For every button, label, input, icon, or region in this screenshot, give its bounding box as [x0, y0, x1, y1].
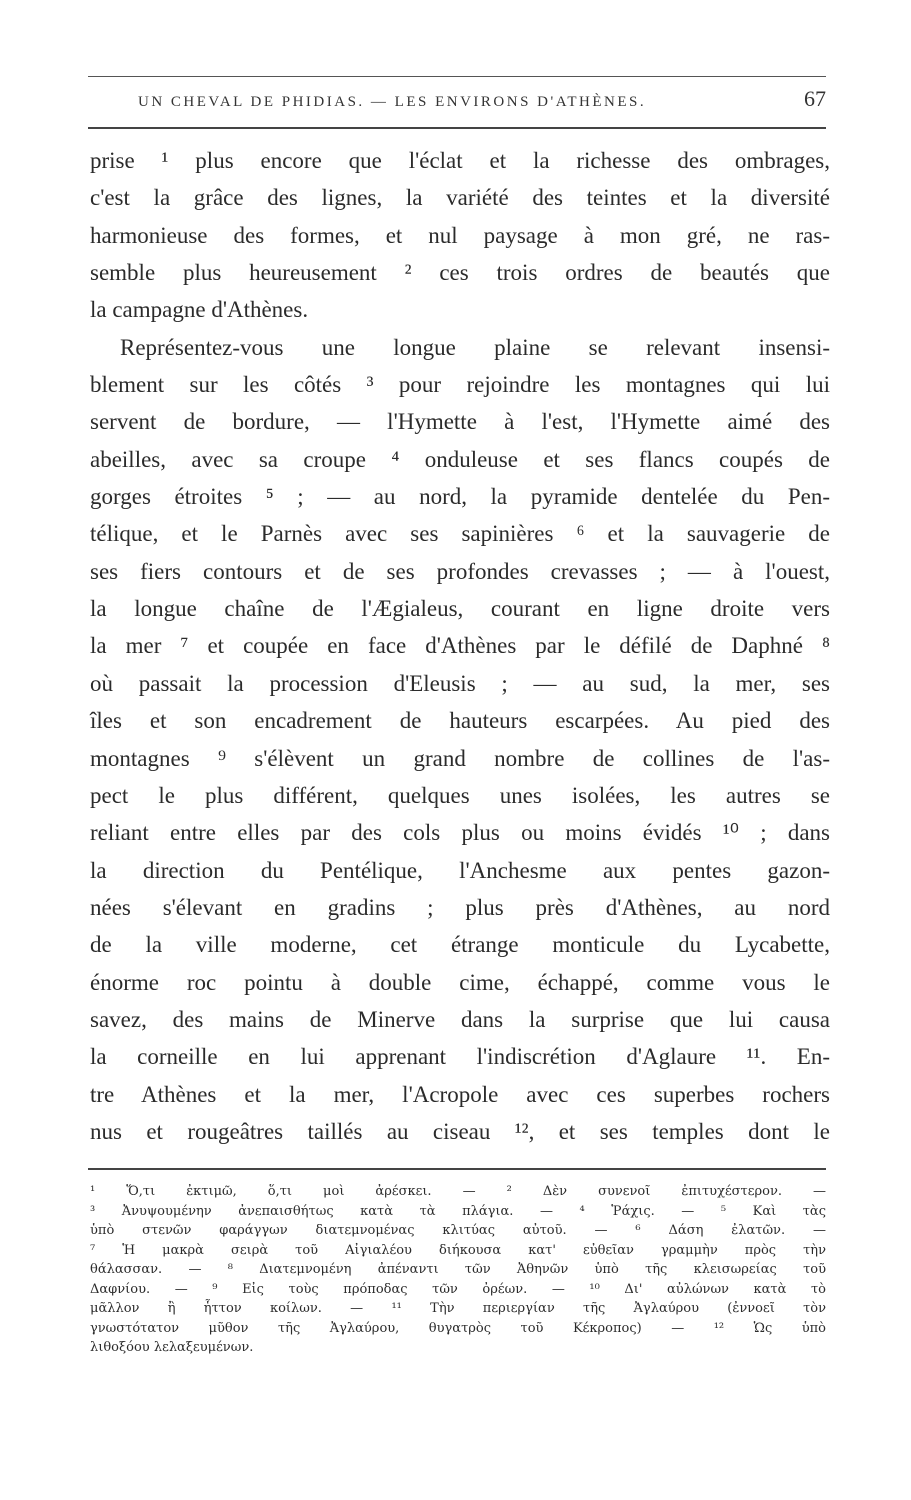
running-header [138, 86, 826, 112]
footnote-line: ⁷ Ἡ μακρὰ σειρὰ τοῦ Αἰγιαλέου διήκουσα κατ' εὐθεῖαν γραμμὴν πρὸς τὴν [90, 1242, 826, 1258]
main-text [90, 142, 830, 1150]
text-line: reliant entre elles par des cols plus ou moins évidés ¹⁰ ; dans [90, 820, 830, 846]
text-line: où passait la procession d'Eleusis ; — au sud, la mer, ses [90, 670, 830, 696]
text-line: la mer ⁷ et coupée en face d'Athènes par le défilé de Daphné ⁸ [90, 633, 830, 659]
text-line: nées s'élevant en gradins ; plus près d'Athènes, au nord [90, 894, 830, 920]
footnote-line: μᾶλλον ἢ ἧττον κοίλων. — ¹¹ Τὴν περιεργίαν τῆς Ἀγλαύρου (ἐννοεῖ τὸν [90, 1301, 826, 1316]
text-line: la direction du Pentélique, l'Anchesme aux pentes gazon- [90, 857, 830, 883]
text-line: savez, des mains de Minerve dans la surprise que lui causa [90, 1006, 830, 1032]
text-line: blement sur les côtés ³ pour rejoindre les montagnes qui lui [90, 372, 830, 398]
text-line: la corneille en lui apprenant l'indiscrétion d'Aglaure ¹¹. En- [90, 1044, 830, 1070]
text-line: ses fiers contours et de ses profondes crevasses ; — à l'ouest, [90, 558, 830, 584]
footnote-line: Δαφνίου. — ⁹ Εἰς τοὺς πρόποδας τῶν ὀρέων. — ¹⁰ Δι' αὐλώνων κατὰ τὸ [90, 1281, 826, 1297]
running-title: UN CHEVAL DE PHIDIAS. — LES ENVIRONS D'ATHÈNES. [138, 94, 647, 110]
header-rule-top [88, 76, 826, 77]
text-line: nus et rougeâtres taillés au ciseau ¹², et ses temples dont le [90, 1118, 830, 1144]
text-line: servent de bordure, — l'Hymette à l'est, l'Hymette aimé des [90, 409, 830, 435]
text-line: de la ville moderne, cet étrange monticule du Lycabette, [90, 932, 830, 958]
text-line: gorges étroites ⁵ ; — au nord, la pyramide dentelée du Pen- [90, 484, 830, 510]
footnote-line: ³ Ἀνυψουμένην ἀνεπαισθήτως κατὰ τὰ πλάγια. — ⁴ Ῥάχις. — ⁵ Καὶ τὰς [90, 1203, 826, 1219]
text-line: c'est la grâce des lignes, la variété des teintes et la diversité [90, 185, 830, 211]
text-line: prise ¹ plus encore que l'éclat et la richesse des ombrages, [90, 148, 830, 173]
text-line: montagnes ⁹ s'élèvent un grand nombre de collines de l'as- [90, 745, 830, 771]
text-line: pect le plus différent, quelques unes isolées, les autres se [90, 782, 830, 808]
text-line: îles et son encadrement de hauteurs escarpées. Au pied des [90, 708, 830, 734]
text-line: tre Athènes et la mer, l'Acropole avec ces superbes rochers [90, 1081, 830, 1107]
text-line: Représentez-vous une longue plaine se relevant insensi- [120, 334, 830, 360]
header-rule-bottom [88, 127, 826, 129]
footnote-line: θάλασσαν. — ⁸ Διατεμνομένη ἀπέναντι τῶν Ἀθηνῶν ὑπὸ τῆς κλεισωρείας τοῦ [90, 1262, 826, 1277]
footnote-rule [88, 1168, 826, 1170]
text-line: abeilles, avec sa croupe ⁴ onduleuse et ses flancs coupés de [90, 446, 830, 472]
text-line: énorme roc pointu à double cime, échappé, comme vous le [90, 969, 830, 995]
footnote-line: γνωστότατον μῦθον τῆς Ἀγλαύρου, θυγατρὸς τοῦ Κέκροπος) — ¹² Ὡς ὑπὸ [90, 1320, 826, 1336]
footnote-line: ¹ Ὅ,τι ἐκτιμῶ, ὅ,τι μοὶ ἀρέσκει. — ² Δὲν συνενοῖ ἐπιτυχέστερον. — [90, 1184, 826, 1199]
footnote-line: λιθοξόου λελαξευμένων. [90, 1340, 254, 1355]
page-number: 67 [804, 86, 826, 111]
footnotes [90, 1182, 826, 1358]
text-line: télique, et le Parnès avec ses sapinières ⁶ et la sauvagerie de [90, 521, 830, 547]
text-line: harmonieuse des formes, et nul paysage à mon gré, ne ras- [90, 222, 830, 248]
text-line: la campagne d'Athènes. [90, 297, 309, 323]
text-line: la longue chaîne de l'Ægialeus, courant en ligne droite vers [90, 596, 830, 622]
footnote-line: ὑπὸ στενῶν φαράγγων διατεμνομένας κλιτύας αὐτοῦ. — ⁶ Δάση ἐλατῶν. — [90, 1223, 826, 1238]
text-line: semble plus heureusement ² ces trois ordres de beautés que [90, 260, 830, 286]
